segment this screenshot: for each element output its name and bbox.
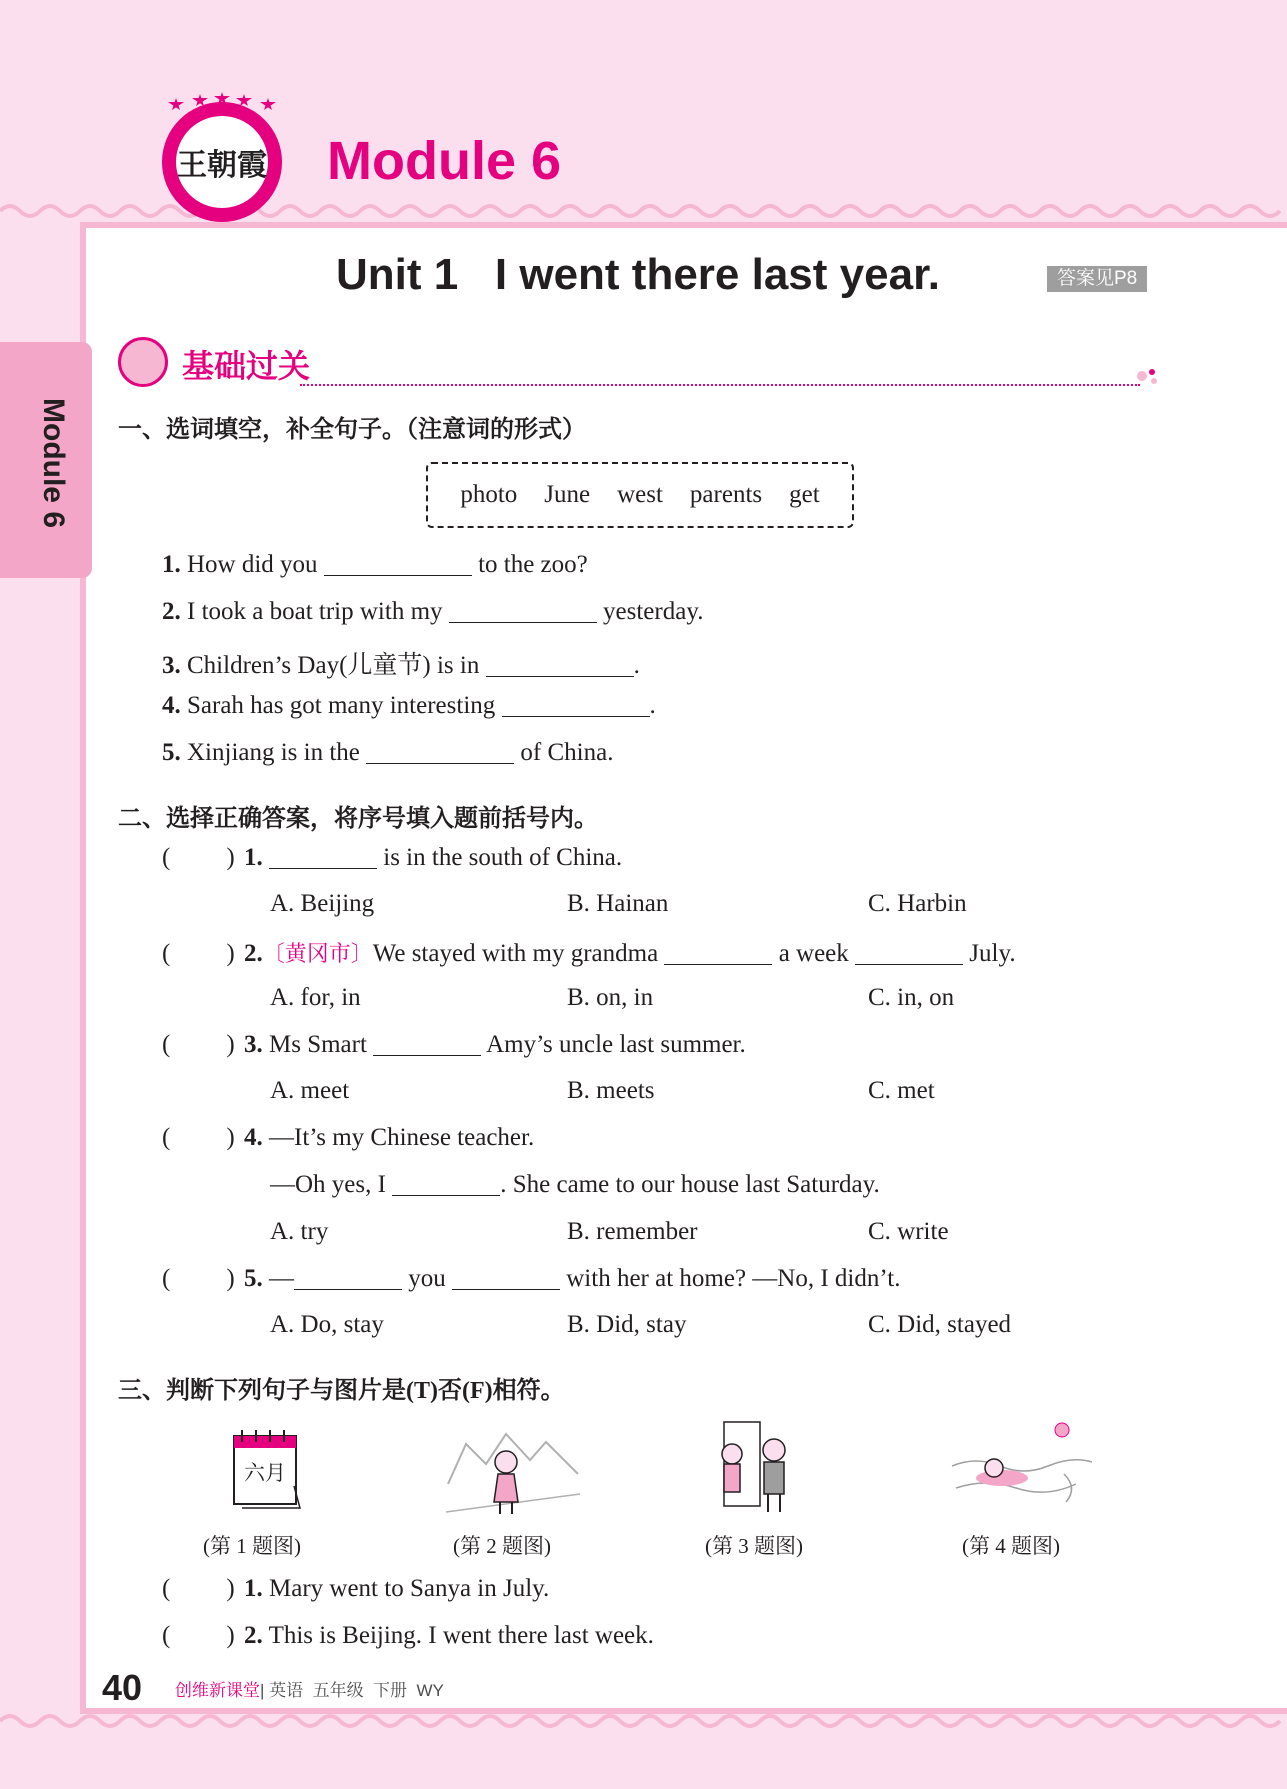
option-a: A. meet: [270, 1077, 350, 1104]
word-bank: [426, 462, 854, 528]
answer-blank[interactable]: [855, 964, 963, 965]
answer-bracket[interactable]: ( ): [162, 1124, 235, 1151]
option-b: B. Did, stay: [567, 1311, 687, 1338]
answer-reference-badge: 答案见P8: [1047, 266, 1147, 292]
module-title: Module 6: [327, 131, 562, 191]
page-number: 40: [102, 1667, 143, 1708]
mc-question: ( ) 2.〔黄冈市〕We stayed with my grandma a week July.: [162, 940, 1016, 967]
word-bank-item: west: [617, 481, 663, 508]
option-a: A. Beijing: [270, 890, 375, 917]
option-c: C. write: [868, 1218, 949, 1245]
word-bank-item: June: [544, 481, 591, 508]
answer-blank[interactable]: [664, 964, 772, 965]
option-b: B. on, in: [567, 984, 654, 1011]
bottom-wave-border: [0, 1706, 1287, 1736]
answer-blank[interactable]: [392, 1195, 500, 1196]
source-tag: 〔黄冈市〕: [262, 941, 373, 966]
dots-decoration-icon: [1136, 366, 1160, 386]
answer-bracket[interactable]: ( ): [162, 1031, 235, 1058]
answer-bracket[interactable]: ( ): [162, 940, 235, 967]
fill-item: 3. Children’s Day(儿童节) is in .: [162, 652, 640, 679]
option-a: A. for, in: [270, 984, 361, 1011]
fill-item: 5. Xinjiang is in the of China.: [162, 739, 614, 766]
section-divider: [300, 384, 1140, 386]
word-bank-item: get: [789, 481, 820, 508]
option-b: B. Hainan: [567, 890, 669, 917]
picture-caption: (第 2 题图): [453, 1534, 551, 1558]
mc-question: ( ) 5. — you with her at home? —No, I didn’t.: [162, 1265, 901, 1292]
fill-item: 2. I took a boat trip with my yesterday.: [162, 598, 704, 625]
word-bank-item: parents: [689, 481, 763, 508]
fill-item: 1. How did you to the zoo?: [162, 551, 588, 578]
answer-bracket[interactable]: ( ): [162, 844, 235, 871]
fill-item: 4. Sarah has got many interesting .: [162, 692, 656, 719]
publisher-logo-text: 王朝霞: [176, 116, 268, 208]
picture-caption: (第 4 题图): [962, 1534, 1060, 1558]
mc-question: ( ) 3. Ms Smart Amy’s uncle last summer.: [162, 1031, 746, 1058]
picture-caption: (第 3 题图): [705, 1534, 803, 1558]
answer-blank[interactable]: [449, 622, 597, 623]
girl-landmark-picture: [446, 1424, 580, 1516]
mc-question-line2: —Oh yes, I . She came to our house last Saturday.: [270, 1171, 880, 1198]
answer-bracket[interactable]: ( ): [162, 1575, 235, 1602]
part1-heading: 一、选词填空，补全句子。（注意词的形式）: [118, 417, 586, 443]
answer-blank[interactable]: [373, 1055, 481, 1056]
section-title: 基础过关: [182, 348, 311, 384]
answer-bracket[interactable]: ( ): [162, 1265, 235, 1292]
option-a: A. try: [270, 1218, 329, 1245]
series-name: 创维新课堂: [175, 1681, 260, 1700]
two-children-picture: [710, 1418, 806, 1516]
answer-blank[interactable]: [502, 716, 650, 717]
side-module-tab-label: Module 6: [37, 398, 70, 529]
answer-blank[interactable]: [324, 575, 472, 576]
option-c: C. met: [868, 1077, 935, 1104]
publisher-logo: [162, 102, 282, 222]
swimming-picture: [946, 1416, 1094, 1514]
answer-blank[interactable]: [269, 868, 377, 869]
mc-question: ( ) 4. —It’s my Chinese teacher.: [162, 1124, 535, 1151]
footer-series: [175, 1676, 444, 1701]
series-details: | 英语 五年级 下册 WY: [260, 1681, 444, 1700]
cartoon-face-icon: [118, 337, 168, 387]
option-b: B. remember: [567, 1218, 698, 1245]
answer-blank[interactable]: [452, 1289, 560, 1290]
tf-item: ( ) 2. This is Beijing. I went there last week.: [162, 1622, 654, 1649]
picture-caption: (第 1 题图): [203, 1534, 301, 1558]
option-b: B. meets: [567, 1077, 655, 1104]
answer-bracket[interactable]: ( ): [162, 1622, 235, 1649]
option-a: A. Do, stay: [270, 1311, 384, 1338]
tf-item: ( ) 1. Mary went to Sanya in July.: [162, 1575, 550, 1602]
word-bank-item: photo: [460, 481, 518, 508]
part3-heading: 三、判断下列句子与图片是(T)否(F)相符。: [118, 1378, 565, 1404]
option-c: C. in, on: [868, 984, 955, 1011]
calendar-month-label: 六月: [244, 1461, 286, 1485]
unit-title: Unit 1 I went there last year.: [336, 250, 940, 299]
answer-blank[interactable]: [486, 676, 634, 677]
option-c: C. Did, stayed: [868, 1311, 1012, 1338]
option-c: C. Harbin: [868, 890, 967, 917]
mc-question: ( ) 1. is in the south of China.: [162, 844, 623, 871]
answer-blank[interactable]: [294, 1289, 402, 1290]
part2-heading: 二、选择正确答案，将序号填入题前括号内。: [118, 806, 598, 832]
answer-blank[interactable]: [366, 763, 514, 764]
